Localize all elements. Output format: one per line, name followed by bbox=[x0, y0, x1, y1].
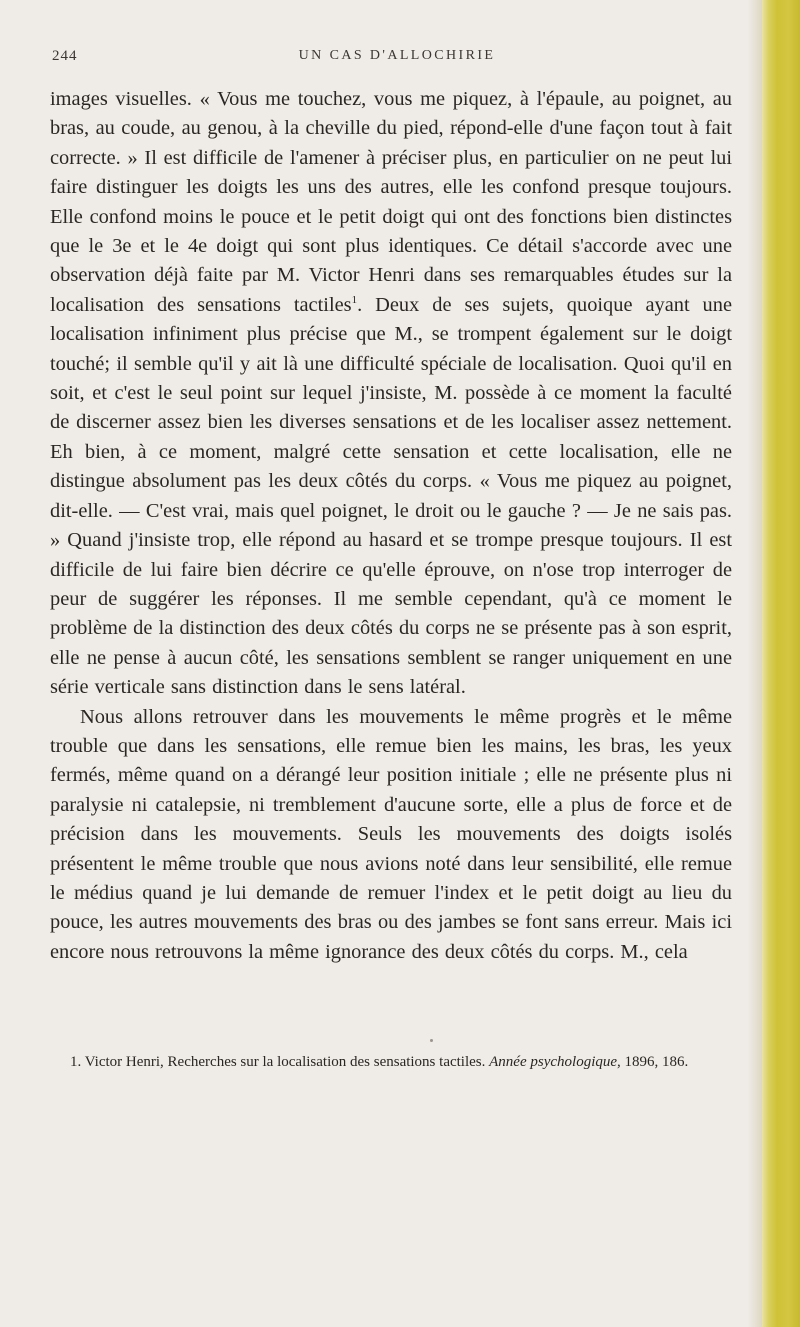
paragraph-1-continuation: . Deux de ses sujets, quoique ayant une localisation infiniment plus précise que M., se trompent également sur le doigt touché; il semble qu'il y ait là une difficulté spéciale de localisation. Quoi qu'il en soit, et c'est le seul point sur lequel j'insiste, M. possède à ce moment la faculté de discerner assez bien les diverses sensations et de les localiser assez nettement. Eh bien, à ce moment, malgré cette sensation et cette localisation, elle ne distingue absolument pas les deux côtés du corps. « Vous me piquez au poignet, dit-elle. — C'est vrai, mais quel poignet, le droit ou le gauche ? — Je ne sais pas. » Quand j'insiste trop, elle répond au hasard et se trompe presque toujours. Il est difficile de lui faire bien décrire ce qu'elle éprouve, on n'ose trop interroger de peur de suggérer les réponses. Il me semble cependant, qu'à ce moment le problème de la distinction des deux côtés du corps ne se présente pas à son esprit, elle ne pense à aucun côté, les sensations semblent se ranger uniquement en une série verticale sans distinction dans le sens latéral. bbox=[50, 293, 732, 699]
paragraph-1 bbox=[50, 85, 732, 703]
page-gutter-shadow bbox=[748, 0, 762, 1327]
book-spine-edge bbox=[762, 0, 800, 1327]
body-text bbox=[50, 85, 732, 967]
page-header bbox=[52, 48, 742, 78]
footnote-details: , 1896, 186. bbox=[617, 1054, 689, 1070]
running-title: UN CAS D'ALLOCHIRIE bbox=[298, 48, 496, 63]
footnote-reference: 1 bbox=[351, 294, 358, 307]
footnote-text: Victor Henri, Recherches sur la localisation des sensations tactiles. bbox=[84, 1054, 486, 1070]
paragraph-2: Nous allons retrouver dans les mouvements le même progrès et le même trouble que dans les sensations, elle remue bien les mains, les bras, les yeux fermés, même quand on a dérangé leur position initiale ; elle ne présente plus ni paralysie ni catalepsie, ni tremblement d'aucune sorte, elle a plus de force et de précision dans les mouvements. Seuls les mouvements des doigts isolés présentent le même trouble que nous avions noté dans leur sensibilité, elle remue le médius quand je lui demande de remuer l'index et le petit doigt au lieu du pouce, les autres mouvements des bras ou des jambes se font sans erreur. Mais ici encore nous retrouvons la même ignorance des deux côtés du corps. M., cela bbox=[50, 705, 732, 963]
paragraph-1-text: images visuelles. « Vous me touchez, vous me piquez, à l'épaule, au poignet, au bras, au coude, au genou, à la cheville du pied, répond-elle d'une façon tout à fait correcte. » Il est difficile de l'amener à préciser plus, en particulier on ne peut lui faire distinguer les doigts les uns des autres, elle les confond presque toujours. Elle confond moins le pouce et le petit doigt qui ont des fonctions bien distinctes que le 3e et le 4e doigt qui sont plus identiques. Ce détail s'accorde avec une observation déjà faite par M. Victor Henri dans ses remarquables études sur la localisation des sensations tactiles bbox=[50, 88, 732, 316]
footnote-number: 1. bbox=[70, 1054, 82, 1070]
footnote bbox=[50, 1052, 732, 1073]
paper-speck bbox=[430, 1039, 433, 1042]
page-number: 244 bbox=[52, 48, 78, 64]
footnote-source: Année psychologique bbox=[489, 1054, 618, 1070]
